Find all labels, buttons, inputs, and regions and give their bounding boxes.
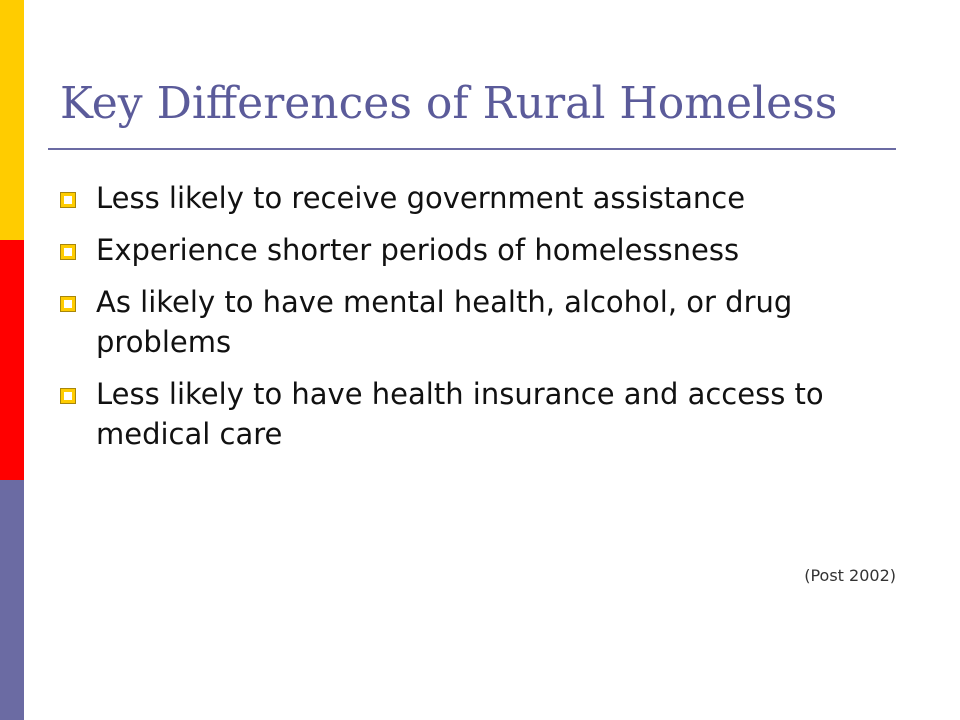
side-bar-red-segment bbox=[0, 240, 24, 480]
hollow-square-bullet-icon bbox=[61, 193, 75, 207]
side-bar-yellow-segment bbox=[0, 0, 24, 240]
citation: (Post 2002) bbox=[804, 566, 896, 585]
bullet-list bbox=[60, 178, 910, 466]
bullet-item bbox=[60, 374, 910, 454]
bullet-item bbox=[60, 178, 910, 218]
bullet-text: Less likely to have health insurance and access to medical care bbox=[96, 377, 824, 451]
hollow-square-bullet-icon bbox=[61, 245, 75, 259]
hollow-square-bullet-icon bbox=[61, 389, 75, 403]
title-divider bbox=[48, 148, 896, 150]
bullet-item bbox=[60, 282, 910, 362]
bullet-text: Experience shorter periods of homelessness bbox=[96, 233, 740, 267]
side-bar-slate-segment bbox=[0, 480, 24, 720]
bullet-text: Less likely to receive government assistance bbox=[96, 181, 746, 215]
bullet-text: As likely to have mental health, alcohol, or drug problems bbox=[96, 285, 793, 359]
bullet-item bbox=[60, 230, 910, 270]
slide-title: Key Differences of Rural Homeless bbox=[60, 78, 838, 129]
hollow-square-bullet-icon bbox=[61, 297, 75, 311]
